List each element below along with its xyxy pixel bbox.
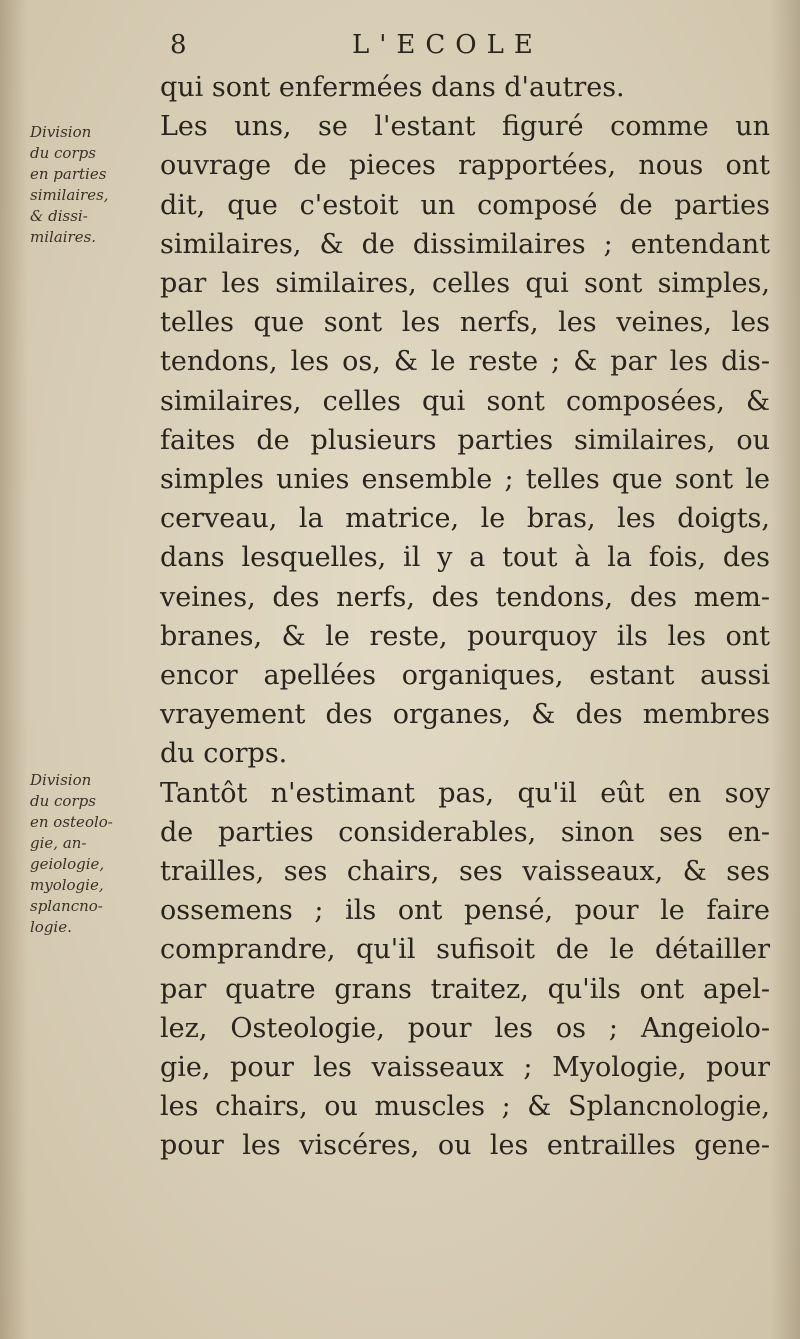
text-line: similaires, celles qui sont composées, & (160, 385, 770, 417)
running-title: L'ECOLE (352, 30, 543, 60)
marginal-note-line: geiologie, (30, 855, 105, 873)
marginal-note-line: similaires, (30, 186, 109, 204)
marginal-note-line: gie, an- (30, 834, 87, 852)
text-line: qui sont enfermées dans d'autres. (160, 72, 625, 103)
text-line: cerveau, la matrice, le bras, les doigts, (160, 503, 770, 535)
text-line: faites de plusieurs parties similaires, ou (160, 424, 770, 456)
text-line: dit, que c'estoit un composé de parties (160, 189, 770, 221)
marginal-note-line: splancno- (30, 897, 103, 915)
text-line: lez, Osteologie, pour les os ; Angeiolo- (160, 1012, 770, 1044)
marginal-note-line: logie. (30, 918, 72, 936)
marginal-note-line: milaires. (30, 228, 97, 246)
body-text (160, 68, 770, 1166)
text-line: Tantôt n'estimant pas, qu'il eût en soy (160, 777, 770, 809)
text-line: du corps. (160, 738, 288, 770)
marginal-note-line: Division (30, 123, 92, 141)
marginal-note-line: en osteolo- (30, 813, 113, 831)
text-line: de parties considerables, sinon ses en- (160, 816, 770, 848)
text-line: ossemens ; ils ont pensé, pour le faire (160, 895, 770, 927)
text-line: veines, des nerfs, des tendons, des mem- (160, 581, 770, 613)
page-number: 8 (170, 30, 187, 60)
marginal-note-division-similaires (30, 122, 158, 248)
marginal-note-line: Division (30, 771, 92, 789)
marginal-note-line: en parties (30, 165, 107, 183)
text-line: telles que sont les nerfs, les veines, les (160, 307, 770, 339)
text-line: similaires, & de dissimilaires ; entendant (160, 228, 770, 260)
marginal-note-line: du corps (30, 792, 96, 810)
marginal-note-line: & dissi- (30, 207, 88, 225)
text-line: comprandre, qu'il sufisoit de le détailler (160, 934, 770, 966)
text-line: Les uns, se l'estant figuré comme un (160, 111, 770, 143)
text-line: vrayement des organes, & des membres (160, 699, 770, 731)
text-line: par les similaires, celles qui sont simples, (160, 268, 770, 300)
text-line: gie, pour les vaisseaux ; Myologie, pour (160, 1052, 770, 1084)
marginal-note-line: du corps (30, 144, 96, 162)
text-line: trailles, ses chairs, ses vaisseaux, & ses (160, 856, 770, 888)
text-line: branes, & le reste, pourquoy ils les ont (160, 620, 770, 652)
text-line: par quatre grans traitez, qu'ils ont apel- (160, 973, 770, 1005)
text-line: les chairs, ou muscles ; & Splancnologie, (160, 1091, 770, 1123)
text-line: simples unies ensemble ; telles que sont le (160, 464, 770, 496)
marginal-note-division-osteologie (30, 770, 158, 938)
text-line: ouvrage de pieces rapportées, nous ont (160, 150, 770, 182)
text-line: dans lesquelles, il y a tout à la fois, des (160, 542, 770, 574)
marginal-note-line: myologie, (30, 876, 104, 894)
text-line: encor apellées organiques, estant aussi (160, 660, 770, 692)
text-line: tendons, les os, & le reste ; & par les dis- (160, 346, 770, 378)
text-line: pour les viscéres, ou les entrailles gene- (160, 1130, 770, 1162)
